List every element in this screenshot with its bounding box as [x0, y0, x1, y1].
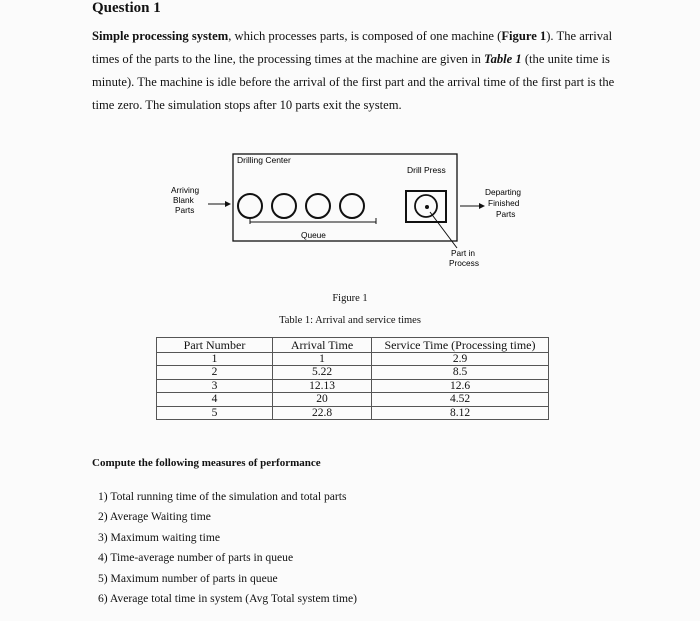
intro-text-2: ). The arrival times of the parts to the line, the processing times at the machine are given in: [92, 29, 613, 66]
arriving-label-2: Blank: [173, 195, 194, 205]
cell-part-number: 2: [157, 366, 273, 379]
part-in-label: Part in: [451, 248, 475, 258]
queue-part-icon: [272, 194, 296, 218]
process-label: Process: [449, 258, 479, 268]
table-row: [157, 366, 549, 379]
drill-press-label: Drill Press: [407, 165, 446, 175]
intro-text-3: (the unite time is minute). The machine is idle before the arrival of the first part and the arrival time of the first part is the time zero. The simulation stops after 10 parts exit the system.: [92, 52, 615, 112]
departing-label-3: Parts: [496, 209, 516, 219]
header-part-number: Part Number: [157, 338, 273, 353]
table-row: [157, 353, 549, 366]
cell-part-number: 4: [157, 393, 273, 406]
question-title: Question 1: [92, 0, 161, 16]
cell-arrival-time: 22.8: [273, 406, 372, 419]
table-row: [157, 406, 549, 419]
compute-heading: Compute the following measures of performance: [92, 457, 321, 469]
figure-caption: Figure 1: [332, 293, 368, 304]
drilling-center-label: Drilling Center: [237, 155, 291, 165]
intro-figure-ref: Figure 1: [501, 29, 547, 43]
cell-arrival-time: 1: [273, 353, 372, 366]
intro-system-name: Simple processing system: [92, 29, 229, 43]
table-header-row: [157, 338, 549, 353]
list-item: 5) Maximum number of parts in queue: [98, 571, 278, 585]
arriving-label-3: Parts: [175, 205, 195, 215]
list-item: 3) Maximum waiting time: [98, 530, 221, 544]
cell-arrival-time: 12.13: [273, 379, 372, 392]
list-item: 6) Average total time in system (Avg Total system time): [98, 592, 358, 606]
cell-arrival-time: 5.22: [273, 366, 372, 379]
header-service-time: Service Time (Processing time): [372, 338, 549, 353]
arriving-label-1: Arriving: [171, 185, 200, 195]
queue-part-icon: [306, 194, 330, 218]
process-pointer: [430, 212, 457, 248]
cell-part-number: 1: [157, 353, 273, 366]
arrival-service-table: [156, 337, 549, 420]
header-arrival-time: Arrival Time: [273, 338, 372, 353]
cell-service-time: 4.52: [372, 393, 549, 406]
departing-label-2: Finished: [488, 198, 520, 208]
table-row: [157, 393, 549, 406]
list-item: 2) Average Waiting time: [98, 510, 211, 524]
cell-service-time: 2.9: [372, 353, 549, 366]
cell-service-time: 8.5: [372, 366, 549, 379]
departing-label-1: Departing: [485, 187, 521, 197]
cell-service-time: 12.6: [372, 379, 549, 392]
intro-text-1: , which processes parts, is composed of one machine (: [228, 29, 502, 43]
list-item: 4) Time-average number of parts in queue: [98, 551, 294, 565]
queue-part-icon: [238, 194, 262, 218]
cell-part-number: 5: [157, 406, 273, 419]
queue-part-icon: [340, 194, 364, 218]
intro-table-ref: Table 1: [484, 52, 522, 66]
part-center-dot: [425, 205, 429, 209]
measures-list: [98, 487, 357, 609]
list-item: 1) Total running time of the simulation and total parts: [98, 490, 347, 503]
queue-label: Queue: [301, 230, 326, 240]
table-caption: Table 1: Arrival and service times: [279, 315, 421, 326]
cell-service-time: 8.12: [372, 406, 549, 419]
cell-arrival-time: 20: [273, 393, 372, 406]
cell-part-number: 3: [157, 379, 273, 392]
table-row: [157, 379, 549, 392]
